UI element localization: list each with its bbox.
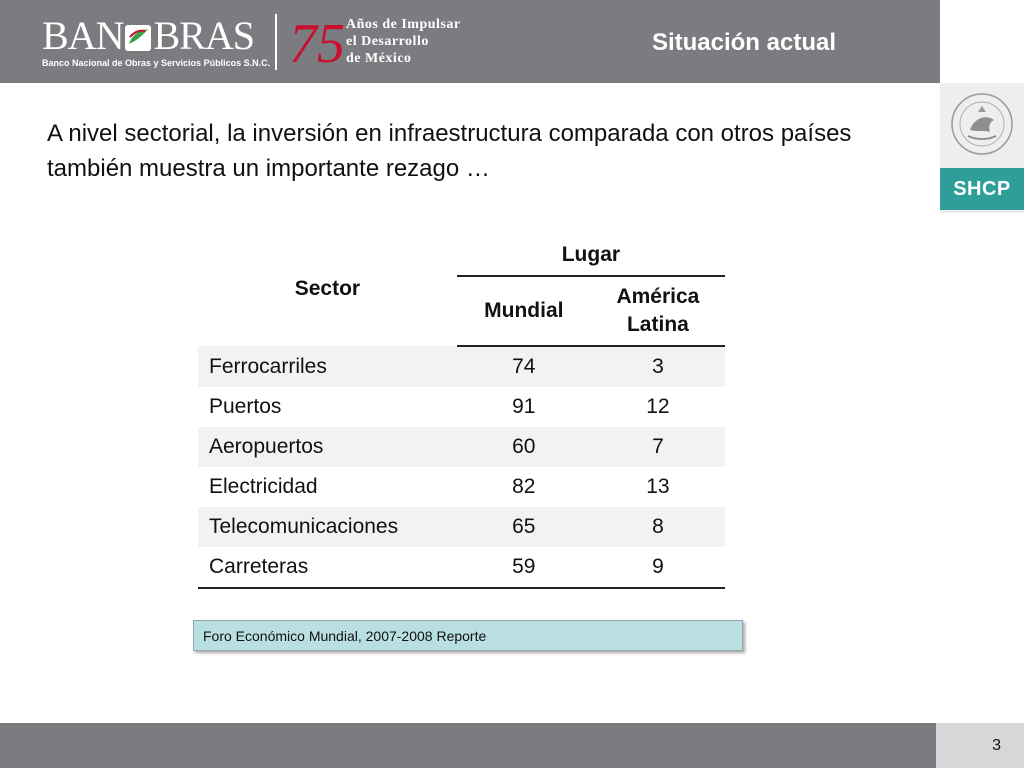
source-text: Foro Económico Mundial, 2007-2008 Reporte xyxy=(203,628,487,644)
cell-america-latina: 13 xyxy=(646,475,670,498)
banobras-logo xyxy=(42,13,271,70)
section-title: Situación actual xyxy=(651,29,836,56)
cell-america-latina: 9 xyxy=(591,547,725,588)
cell-america-latina: 7 xyxy=(591,427,725,467)
cell-mundial: 65 xyxy=(457,507,591,547)
anniversary-line-1: Años de Impulsar xyxy=(346,17,461,32)
header-lugar: Lugar xyxy=(457,232,725,276)
footer-band xyxy=(0,723,936,768)
table-row xyxy=(198,346,725,387)
cell-mundial: 60 xyxy=(457,427,591,467)
banobras-leaf-icon xyxy=(123,22,153,52)
cell-sector: Carreteras xyxy=(198,547,457,588)
cell-mundial: 82 xyxy=(512,475,536,498)
anniversary-line-2: el Desarrollo xyxy=(346,34,429,49)
page-number: 3 xyxy=(992,737,1001,754)
sector-ranking-table xyxy=(198,232,725,589)
cell-mundial: 59 xyxy=(457,547,591,588)
cell-mundial: 74 xyxy=(457,346,591,387)
cell-sector: Aeropuertos xyxy=(198,427,457,467)
table-row xyxy=(198,507,725,547)
cell-america-latina: 12 xyxy=(646,395,670,418)
table-row xyxy=(198,387,725,427)
cell-sector: Ferrocarriles xyxy=(198,346,457,387)
brand-subtitle: Banco Nacional de Obras y Servicios Públicos S.N.C. xyxy=(42,58,271,68)
table-row xyxy=(198,547,725,588)
header-divider xyxy=(275,14,277,70)
cell-sector: Puertos xyxy=(209,395,282,418)
header-band xyxy=(0,0,940,83)
page-number-box xyxy=(936,723,1024,768)
table-row xyxy=(198,427,725,467)
cell-america-latina: 8 xyxy=(591,507,725,547)
cell-sector: Electricidad xyxy=(209,475,318,498)
anniversary-number xyxy=(287,10,347,70)
cell-sector: Telecomunicaciones xyxy=(198,507,457,547)
slide-heading: A nivel sectorial, la inversión en infraestructura comparada con otros países también muestra un importante rezago … xyxy=(47,120,852,182)
mexican-coat-of-arms-icon xyxy=(948,90,1016,158)
cell-america-latina: 3 xyxy=(591,346,725,387)
table-row xyxy=(198,467,725,507)
source-note xyxy=(193,620,743,651)
shcp-badge: SHCP xyxy=(940,168,1024,210)
brand-name-right: BRAS xyxy=(153,13,254,58)
cell-mundial: 91 xyxy=(512,395,536,418)
svg-text:75: 75 xyxy=(289,13,345,70)
anniversary-line-3: de México xyxy=(346,51,412,66)
anniversary-text xyxy=(346,16,461,67)
brand-name-left: BAN xyxy=(42,13,124,58)
header-sector: Sector xyxy=(294,277,361,300)
header-mundial: Mundial xyxy=(457,276,591,346)
header-america-latina: América Latina xyxy=(591,276,725,346)
